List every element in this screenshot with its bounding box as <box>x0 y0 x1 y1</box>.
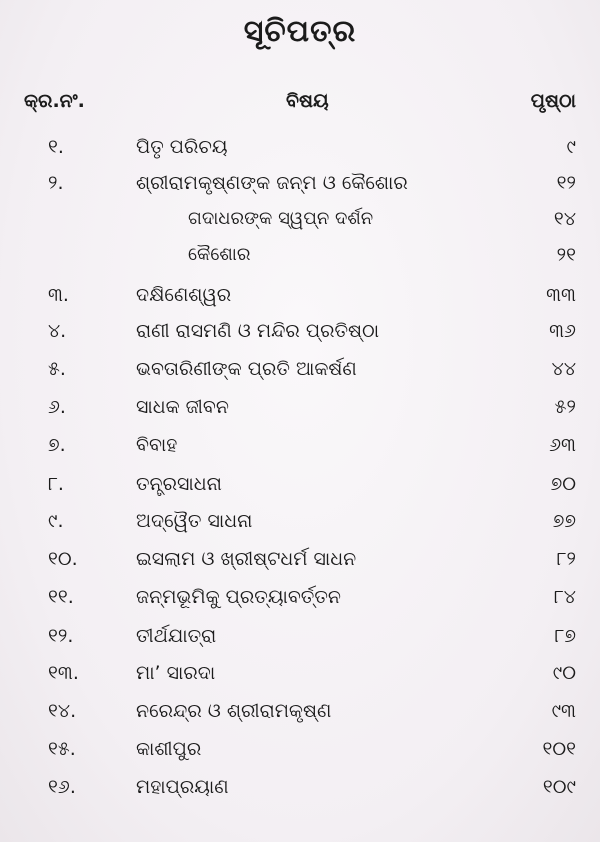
entry-page: ୧୨ <box>556 172 576 194</box>
entry-page: ୮୪ <box>553 586 576 608</box>
entry-number: ୧. <box>48 136 64 158</box>
entry-number: ୧୧. <box>48 586 74 608</box>
entry-topic: ଅଦ୍ୱୈତ ସାଧନା <box>136 510 253 532</box>
list-item <box>0 662 600 696</box>
page-title: ସୂଚିପତ୍ର <box>243 14 357 49</box>
entry-topic: ଗଦାଧରଙ୍କ ସ୍ୱପ୍ନ ଦର୍ଶନ <box>188 208 374 229</box>
list-item <box>0 738 600 772</box>
entry-topic: ପିତୃ ପରିଚୟ <box>136 136 228 158</box>
list-item <box>0 700 600 734</box>
entry-topic: ଶ୍ରୀରାମକୃଷ୍ଣଙ୍କ ଜନ୍ମ ଓ କୈଶୋର <box>136 172 408 194</box>
entry-topic: ବିବାହ <box>136 434 178 456</box>
entry-page: ୫୨ <box>554 396 576 418</box>
list-item <box>0 358 600 392</box>
entry-number: ୮. <box>48 473 64 495</box>
subject-header: ବିଷୟ <box>286 90 329 112</box>
entry-page: ୩୬ <box>549 320 576 342</box>
list-item <box>0 396 600 430</box>
entry-page: ୧୪ <box>553 208 576 230</box>
entry-topic: ଦକ୍ଷିଣେଶ୍ୱର <box>136 284 232 306</box>
entry-number: ୧୦. <box>48 548 78 570</box>
entry-topic: ତୀର୍ଥଯାତ୍ରା <box>136 625 217 647</box>
entry-number: ୫. <box>48 358 66 380</box>
list-item <box>0 434 600 468</box>
entry-topic: ନରେନ୍ଦ୍ର ଓ ଶ୍ରୀରାମକୃଷ୍ଣ <box>136 700 332 722</box>
list-item <box>0 284 600 318</box>
entry-number: ୧୪. <box>48 700 77 722</box>
entry-page: ୧୦୯ <box>542 776 576 798</box>
list-item <box>0 625 600 659</box>
entry-number: ୩. <box>48 284 69 306</box>
list-item <box>0 172 600 206</box>
entry-page: ୯୦ <box>552 662 576 684</box>
entry-number: ୧୬. <box>48 776 76 798</box>
entry-topic: ରାଣୀ ରାସମଣି ଓ ମନ୍ଦିର ପ୍ରତିଷ୍ଠା <box>136 320 380 342</box>
list-item <box>0 473 600 507</box>
entry-number: ୭. <box>48 434 66 456</box>
entry-page: ୧୦୧ <box>542 738 576 760</box>
list-item <box>0 136 600 170</box>
list-item <box>0 244 600 278</box>
list-item <box>0 510 600 544</box>
entry-page: ୯ <box>566 136 576 158</box>
entry-page: ୭୦ <box>550 473 576 495</box>
entry-topic: କାଶୀପୁର <box>136 738 202 760</box>
entry-page: ୨୧ <box>556 244 576 266</box>
entry-number: ୧୨. <box>48 625 74 647</box>
entry-number: ୯. <box>48 510 64 532</box>
entry-topic: କୈଶୋର <box>188 244 251 265</box>
entry-topic: ତନ୍ତ୍ରସାଧନା <box>136 473 222 495</box>
entry-number: ୧୫. <box>48 738 76 760</box>
entry-number: ୨. <box>48 172 64 194</box>
entry-number: ୧୩. <box>48 662 79 684</box>
list-item <box>0 586 600 620</box>
entry-page: ୪୪ <box>551 358 576 380</box>
entry-topic: ମହାପ୍ରୟାଣ <box>136 776 229 798</box>
entry-page: ୯୩ <box>551 700 576 722</box>
list-item <box>0 548 600 582</box>
entry-topic: ଇସଲାମ ଓ ଖ୍ରୀଷ୍ଟଧର୍ମ ସାଧନ <box>136 548 357 570</box>
list-item <box>0 208 600 242</box>
page-header: ପୃଷ୍ଠା <box>530 90 576 112</box>
entry-topic: ଭବତାରିଣୀଙ୍କ ପ୍ରତି ଆକର୍ଷଣ <box>136 358 357 380</box>
entry-page: ୮୭ <box>554 625 576 647</box>
entry-page: ୩୩ <box>546 284 576 306</box>
entry-page: ୮୨ <box>556 548 576 570</box>
entry-number: ୪. <box>48 320 67 342</box>
serial-header: କ୍ର.ନଂ. <box>24 90 85 112</box>
list-item <box>0 776 600 810</box>
entry-topic: ସାଧକ ଜୀବନ <box>136 396 229 418</box>
entry-topic: ଜନ୍ମଭୂମିକୁ ପ୍ରତ୍ୟାବର୍ତ୍ତନ <box>136 586 341 608</box>
entry-topic: ମା’ ସାରଦା <box>136 662 216 684</box>
entry-page: ୭୭ <box>552 510 576 532</box>
list-item <box>0 320 600 354</box>
entry-page: ୬୩ <box>549 434 576 456</box>
entry-number: ୬. <box>48 396 66 418</box>
